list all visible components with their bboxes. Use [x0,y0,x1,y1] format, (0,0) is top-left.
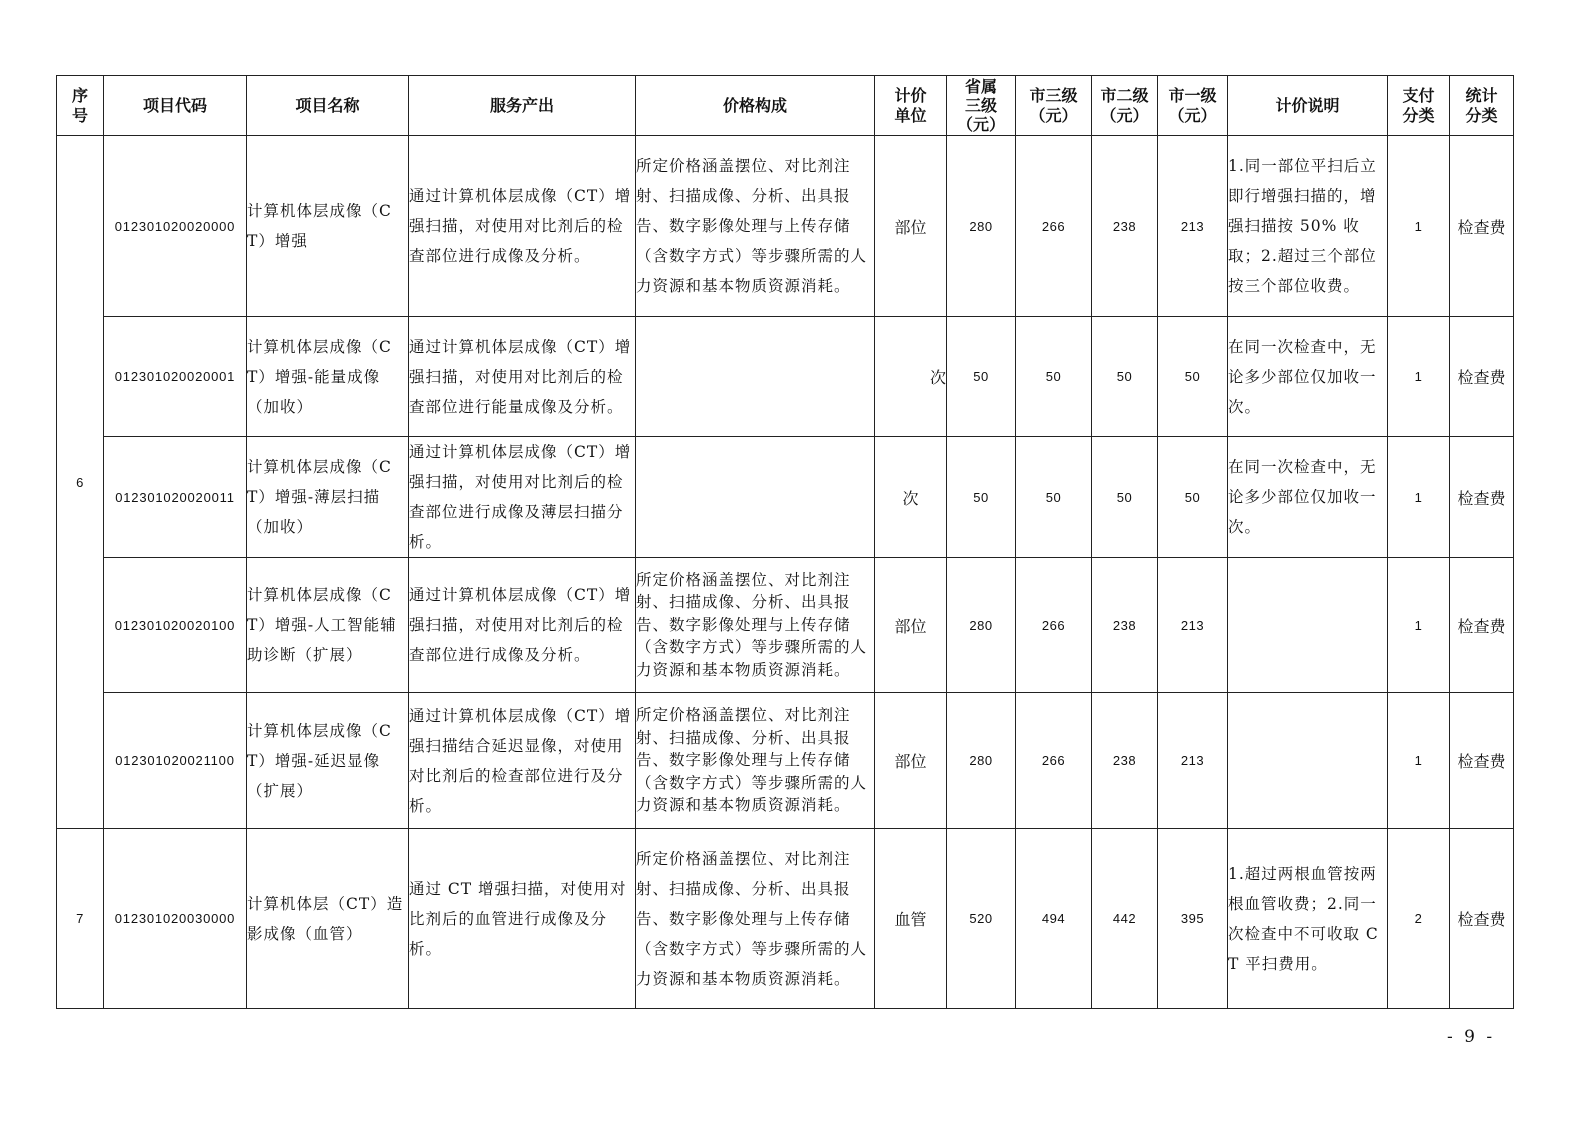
header-unit: 计价 单位 [875,76,947,136]
item-composition [636,317,875,437]
header-seq: 序 号 [57,76,104,136]
header-note: 计价说明 [1228,76,1388,136]
price-city1: 213 [1158,558,1228,693]
price-city3: 266 [1016,558,1092,693]
item-composition [636,437,875,558]
header-output: 服务产出 [409,76,636,136]
header-row [57,76,1514,136]
group-seq: 6 [57,136,104,829]
price-city1: 395 [1158,829,1228,1009]
table-row [57,437,1514,558]
pricing-note: 在同一次检查中，无论多少部位仅加收一次。 [1228,437,1388,558]
group-seq: 7 [57,829,104,1009]
item-unit: 部位 [875,558,947,693]
price-city1: 50 [1158,317,1228,437]
header-name: 项目名称 [247,76,409,136]
item-name: 计算机体层成像（CT）增强-人工智能辅助诊断（扩展） [247,558,409,693]
statistic-class: 检查费 [1450,317,1514,437]
price-prov: 50 [947,317,1016,437]
item-output: 通过 CT 增强扫描，对使用对比剂后的血管进行成像及分析。 [409,829,636,1009]
price-city2: 238 [1092,693,1158,829]
pricing-note: 1.同一部位平扫后立即行增强扫描的，增强扫描按 50% 收取；2.超过三个部位按三个部位收费。 [1228,136,1388,317]
pricing-note: 1.超过两根血管按两根血管收费；2.同一次检查中不可收取 CT 平扫费用。 [1228,829,1388,1009]
item-code: 012301020020001 [104,317,247,437]
payment-class: 1 [1388,693,1450,829]
item-name: 计算机体层（CT）造影成像（血管） [247,829,409,1009]
price-city2: 238 [1092,136,1158,317]
pricing-note [1228,558,1388,693]
statistic-class: 检查费 [1450,136,1514,317]
payment-class: 1 [1388,558,1450,693]
header-prov: 省属 三级 （元） [947,76,1016,136]
table-row [57,317,1514,437]
payment-class: 1 [1388,437,1450,558]
item-code: 012301020030000 [104,829,247,1009]
header-city2: 市二级 （元） [1092,76,1158,136]
statistic-class: 检查费 [1450,693,1514,829]
item-name: 计算机体层成像（CT）增强-延迟显像（扩展） [247,693,409,829]
item-name: 计算机体层成像（CT）增强-能量成像（加收） [247,317,409,437]
price-city1: 50 [1158,437,1228,558]
item-composition: 所定价格涵盖摆位、对比剂注射、扫描成像、分析、出具报告、数字影像处理与上传存储（含数字方式）等步骤所需的人力资源和基本物质资源消耗。 [636,693,875,829]
table-row [57,558,1514,693]
table-row [57,829,1514,1009]
header-code: 项目代码 [104,76,247,136]
table-row [57,136,1514,317]
statistic-class: 检查费 [1450,558,1514,693]
price-city2: 50 [1092,317,1158,437]
header-stat: 统计 分类 [1450,76,1514,136]
item-unit: 血管 [875,829,947,1009]
item-unit: 次 [875,317,947,437]
price-prov: 520 [947,829,1016,1009]
price-city3: 50 [1016,317,1092,437]
item-code: 012301020020011 [104,437,247,558]
item-output: 通过计算机体层成像（CT）增强扫描，对使用对比剂后的检查部位进行成像及分析。 [409,558,636,693]
item-output: 通过计算机体层成像（CT）增强扫描，对使用对比剂后的检查部位进行能量成像及分析。 [409,317,636,437]
price-prov: 280 [947,136,1016,317]
price-table [56,75,1514,1009]
header-city1: 市一级 （元） [1158,76,1228,136]
item-composition: 所定价格涵盖摆位、对比剂注射、扫描成像、分析、出具报告、数字影像处理与上传存储（含数字方式）等步骤所需的人力资源和基本物质资源消耗。 [636,829,875,1009]
item-output: 通过计算机体层成像（CT）增强扫描，对使用对比剂后的检查部位进行成像及分析。 [409,136,636,317]
item-name: 计算机体层成像（CT）增强-薄层扫描（加收） [247,437,409,558]
price-city3: 494 [1016,829,1092,1009]
pricing-note: 在同一次检查中，无论多少部位仅加收一次。 [1228,317,1388,437]
payment-class: 1 [1388,136,1450,317]
payment-class: 1 [1388,317,1450,437]
price-prov: 280 [947,693,1016,829]
price-city3: 266 [1016,136,1092,317]
item-output: 通过计算机体层成像（CT）增强扫描，对使用对比剂后的检查部位进行成像及薄层扫描分析。 [409,437,636,558]
item-unit: 次 [875,437,947,558]
header-pay: 支付 分类 [1388,76,1450,136]
price-city3: 50 [1016,437,1092,558]
item-output: 通过计算机体层成像（CT）增强扫描结合延迟显像，对使用对比剂后的检查部位进行及分析。 [409,693,636,829]
price-city2: 50 [1092,437,1158,558]
header-city3: 市三级 （元） [1016,76,1092,136]
statistic-class: 检查费 [1450,829,1514,1009]
page-number: - 9 - [1447,1027,1496,1047]
price-city3: 266 [1016,693,1092,829]
price-prov: 50 [947,437,1016,558]
price-city1: 213 [1158,136,1228,317]
statistic-class: 检查费 [1450,437,1514,558]
header-composition: 价格构成 [636,76,875,136]
price-city2: 442 [1092,829,1158,1009]
price-city1: 213 [1158,693,1228,829]
item-unit: 部位 [875,693,947,829]
item-composition: 所定价格涵盖摆位、对比剂注射、扫描成像、分析、出具报告、数字影像处理与上传存储（含数字方式）等步骤所需的人力资源和基本物质资源消耗。 [636,558,875,693]
item-code: 012301020021100 [104,693,247,829]
item-composition: 所定价格涵盖摆位、对比剂注射、扫描成像、分析、出具报告、数字影像处理与上传存储（含数字方式）等步骤所需的人力资源和基本物质资源消耗。 [636,136,875,317]
item-code: 012301020020000 [104,136,247,317]
item-name: 计算机体层成像（CT）增强 [247,136,409,317]
table-row [57,693,1514,829]
item-code: 012301020020100 [104,558,247,693]
payment-class: 2 [1388,829,1450,1009]
pricing-note [1228,693,1388,829]
price-prov: 280 [947,558,1016,693]
price-city2: 238 [1092,558,1158,693]
item-unit: 部位 [875,136,947,317]
